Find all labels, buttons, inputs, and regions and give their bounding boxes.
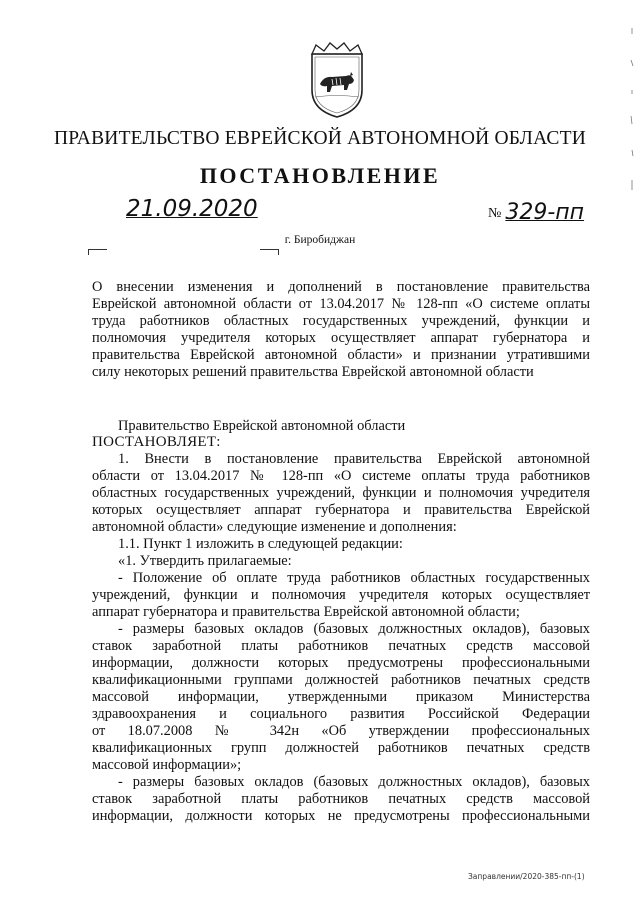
title-line: полномочия учредителя которых осуществляет аппарат губернатора и (92, 330, 590, 346)
body-line: - Положение об оплате труда работников областных государственных (118, 570, 590, 586)
body-line: ставок заработной платы работников печатных средств массовой (92, 791, 590, 807)
body-line: здравоохранения и социального развития Российской Федерации (92, 706, 590, 722)
document-number-value: 329-пп (505, 200, 585, 225)
body-line: 1. Внести в постановление правительства Еврейской автономной (118, 451, 590, 467)
document-date: 21.09.2020 (126, 196, 258, 222)
title-line: силу некоторых решений правительства Еврейской автономной области (92, 364, 534, 380)
body-line: которых осуществляет аппарат губернатора и правительства Еврейской (92, 502, 590, 518)
body-line: областных государственных учреждений, функции и полномочия учредителя (92, 485, 590, 501)
organization-title: ПРАВИТЕЛЬСТВО ЕВРЕЙСКОЙ АВТОНОМНОЙ ОБЛАСТИ (53, 128, 587, 149)
title-line: труда работников областных государственных учреждений, функции и (92, 313, 590, 329)
body-line: «1. Утвердить прилагаемые: (118, 553, 292, 569)
title-line: Еврейской автономной области от 13.04.2017 № 128-пп «О системе оплаты (92, 296, 590, 312)
body-line: массовой информации»; (92, 757, 242, 773)
body-line: квалификационных групп должностей работников печатных средств (92, 740, 590, 756)
title-line: О внесении изменения и дополнений в постановление правительства (92, 279, 590, 295)
resolves-word: ПОСТАНОВЛЯЕТ: (92, 434, 221, 450)
body-line: квалификационными группами должностей работников печатных средств (92, 672, 590, 688)
footer-document-code: Заправлении/2020-385-пп-(1) (468, 872, 585, 881)
title-bracket-left (88, 249, 107, 255)
title-bracket-right (260, 249, 279, 255)
body-line: аппарат губернатора и правительства Еврейской автономной области; (92, 604, 520, 620)
body-line: информации, должности которых не предусмотрены профессиональными (92, 808, 590, 824)
document-number (488, 200, 584, 225)
scan-edge-marks (629, 20, 635, 240)
body-line: массовой информации, утвержденными приказом Министерства (92, 689, 590, 705)
body-line: автономной области» следующие изменение и дополнения: (92, 519, 457, 535)
body-line: учреждений, функции и полномочия учредителя которых осуществляет (92, 587, 590, 603)
body-line: 1.1. Пункт 1 изложить в следующей редакции: (118, 536, 403, 552)
city-label: г. Биробиджан (284, 234, 356, 246)
body-line: информации, должности которых предусмотрены профессиональными (92, 655, 590, 671)
body-line: - размеры базовых окладов (базовых должностных окладов), базовых (118, 774, 590, 790)
document-type-title: ПОСТАНОВЛЕНИЕ (199, 163, 441, 188)
body-line: ставок заработной платы работников печатных средств массовой (92, 638, 590, 654)
body-line: от 18.07.2008 № 342н «Об утверждении профессиональных (92, 723, 590, 739)
number-sign: № (488, 206, 502, 221)
coat-of-arms-emblem (306, 40, 368, 120)
preamble-line: Правительство Еврейской автономной области (118, 418, 406, 434)
title-line: правительства Еврейской автономной области» и признании утратившими (92, 347, 590, 363)
body-line: - размеры базовых окладов (базовых должностных окладов), базовых (118, 621, 590, 637)
body-line: области от 13.04.2017 № 128-пп «О системе оплаты труда работников (92, 468, 590, 484)
